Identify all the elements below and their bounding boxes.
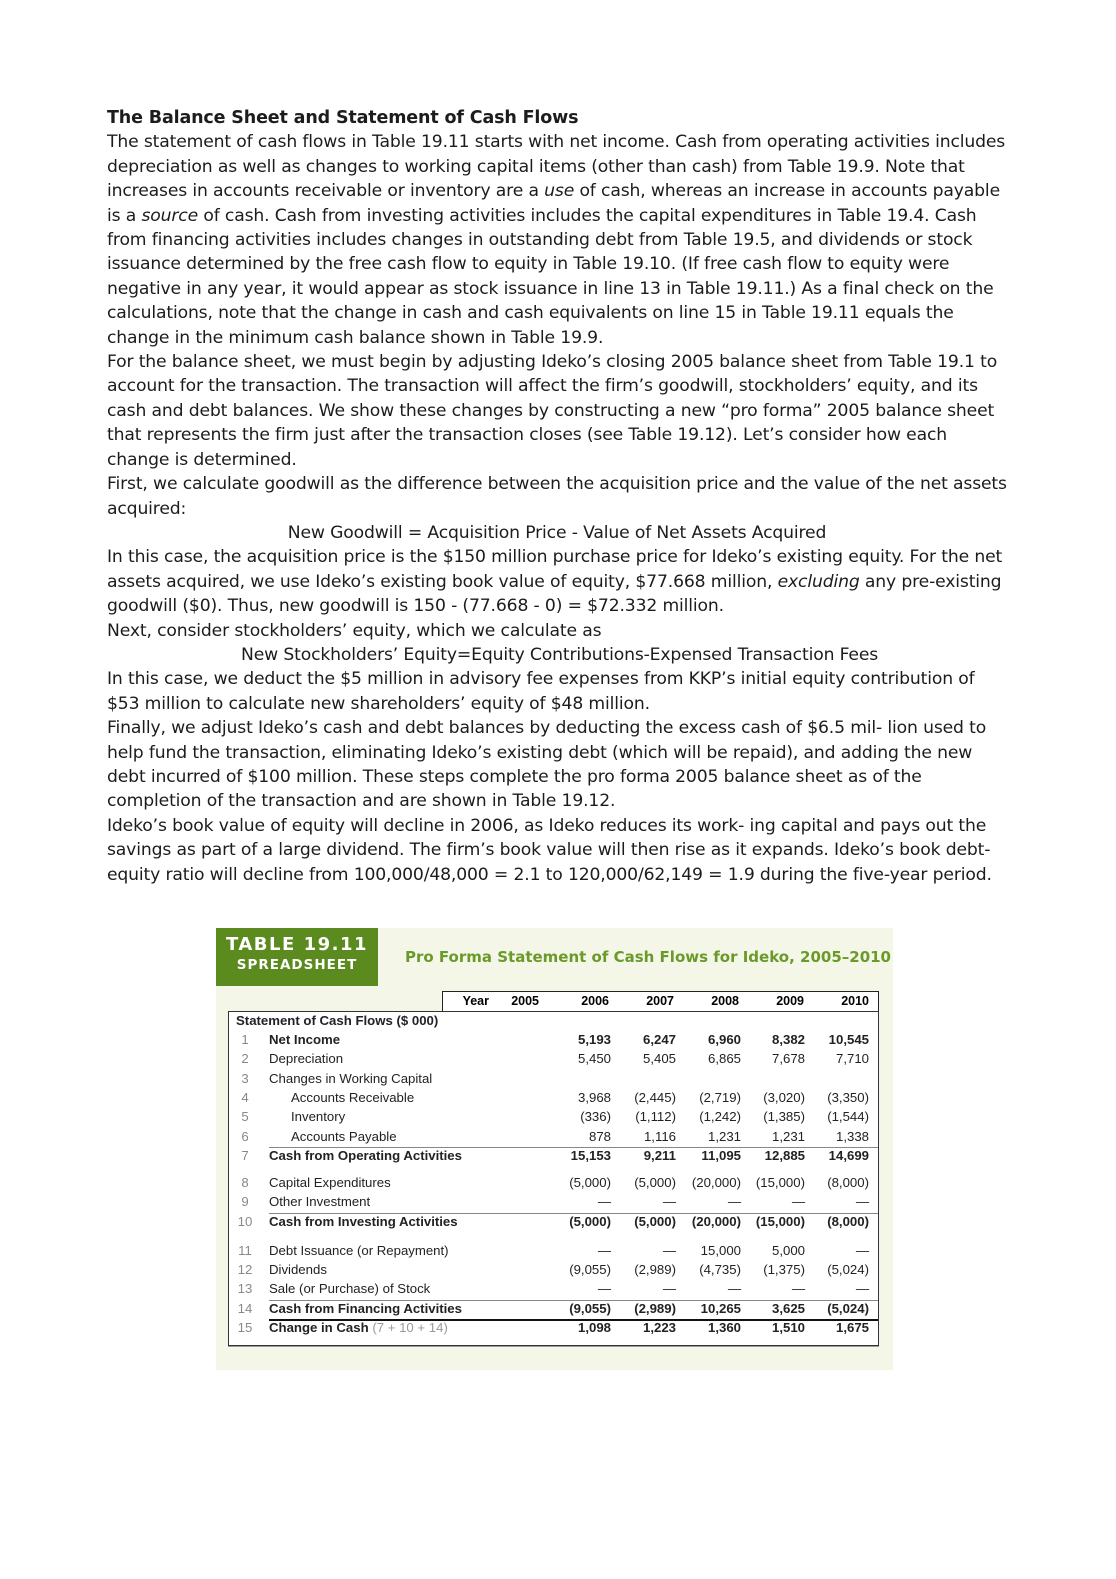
cell-value: (1,544) [827, 1109, 869, 1124]
table-row [229, 1301, 878, 1320]
year-col: 2005 [511, 994, 539, 1008]
cell-value: (3,020) [763, 1090, 805, 1105]
table-section-title: Statement of Cash Flows ($ 000) [236, 1013, 439, 1028]
line-number: 14 [237, 1301, 253, 1316]
table-19-11-panel [216, 928, 893, 1370]
cell-value: (15,000) [755, 1214, 805, 1229]
cell-value: (2,989) [634, 1301, 676, 1316]
cell-value: (1,242) [699, 1109, 741, 1124]
row-label: Net Income [269, 1032, 341, 1047]
row-label: Change in Cash (7 + 10 + 14) [269, 1320, 448, 1335]
cell-value: 15,000 [700, 1243, 741, 1258]
row-label: Capital Expenditures [269, 1175, 391, 1190]
subtotal-rule [269, 1300, 878, 1301]
table-row [229, 1090, 878, 1109]
row-label: Cash from Operating Activities [269, 1148, 462, 1163]
cell-value: (5,000) [634, 1175, 676, 1190]
cell-value: 12,885 [764, 1148, 805, 1163]
line-number: 13 [237, 1281, 253, 1296]
cell-value: 1,675 [835, 1320, 869, 1335]
year-col: 2010 [841, 994, 869, 1008]
year-col: 2009 [776, 994, 804, 1008]
paragraph-equity-intro: Next, consider stockholders’ equity, which we calculate as [107, 620, 602, 641]
line-number: 15 [237, 1320, 253, 1335]
row-label: Changes in Working Capital [269, 1071, 433, 1086]
year-header [442, 991, 879, 1011]
table-row [229, 1175, 878, 1194]
paragraph-cash-flows: The statement of cash flows in Table 19.11 starts with net income. Cash from operating activities includes depreciation as well as changes to working capital items (other than cash) from Table 19.9. Note that increases in accounts receivable or inventory are a use of cash, whereas an increase in accounts payable is a source of cash. Cash from investing activities includes the capital expenditures in Table 19.4. Cash from financing activities includes changes in outstanding debt from Table 19.5, and dividends or stock issuance determined by the free cash flow to equity in Table 19.10. (If free cash flow to equity were negative in any year, it would appear as stock issuance in line 13 in Table 19.11.) As a final check on the calculations, note that the change in cash and cash equivalents on line 15 in Table 19.11 equals the change in the minimum cash balance shown in Table 19.9. [107, 132, 1006, 348]
cell-value: (2,719) [699, 1090, 741, 1105]
row-label: Accounts Receivable [291, 1090, 415, 1105]
table-row [229, 1148, 878, 1167]
paragraph-goodwill-calc: In this case, the acquisition price is the $150 million purchase price for Ideko’s existing equity. For the net assets acquired, we use Ideko’s existing book value of equity, $77.668 million, excluding any pre-existing goodwill ($0). Thus, new goodwill is 150 - (77.668 - 0) = $72.332 million. [107, 547, 1003, 617]
cell-value: — [791, 1281, 805, 1296]
cell-value: 6,865 [707, 1051, 741, 1066]
cell-value: — [727, 1281, 741, 1296]
year-col: 2008 [711, 994, 739, 1008]
cell-value: 9,211 [643, 1148, 676, 1163]
cell-value: (8,000) [827, 1175, 869, 1190]
cell-value: 15,153 [570, 1148, 611, 1163]
total-rule [269, 1319, 878, 1321]
table-row [229, 1243, 878, 1262]
cell-value: — [597, 1194, 611, 1209]
cell-value: 1,098 [577, 1320, 611, 1335]
row-label: Dividends [269, 1262, 327, 1277]
row-label: Depreciation [269, 1051, 344, 1066]
table-badge: TABLE 19.11 SPREADSHEET [216, 928, 378, 986]
section-heading: The Balance Sheet and Statement of Cash Flows [107, 108, 579, 128]
cell-value: 10,265 [700, 1301, 741, 1316]
row-label: Debt Issuance (or Repayment) [269, 1243, 449, 1258]
row-formula-note: (7 + 10 + 14) [372, 1320, 448, 1335]
cell-value: (2,445) [634, 1090, 676, 1105]
cell-value: — [662, 1194, 676, 1209]
cell-value: (336) [580, 1109, 611, 1124]
cell-value: 1,231 [707, 1129, 741, 1144]
line-number: 6 [241, 1129, 249, 1144]
cell-value: (1,385) [763, 1109, 805, 1124]
row-label: Cash from Financing Activities [269, 1301, 462, 1316]
cell-value: — [727, 1194, 741, 1209]
line-number: 4 [241, 1090, 249, 1105]
cell-value: (20,000) [691, 1214, 741, 1229]
table-row [229, 1320, 878, 1339]
cell-value: 1,338 [835, 1129, 869, 1144]
table-row [229, 1032, 878, 1051]
cell-value: 1,116 [643, 1129, 676, 1144]
table-row [229, 1071, 878, 1090]
table-row [229, 1281, 878, 1300]
table-row [229, 1262, 878, 1281]
cell-value: (5,000) [634, 1214, 676, 1229]
paragraph-cash-debt: Finally, we adjust Ideko’s cash and debt balances by deducting the excess cash of $6.5 mil- lion used to help fund the transaction, eliminating Ideko’s existing debt (which will be repaid), and adding the new debt incurred of $100 million. These steps complete the pro forma 2005 balance sheet as of the completion of the transaction and are shown in Table 19.12. [107, 718, 987, 812]
cell-value: 5,000 [771, 1243, 805, 1258]
table-row [229, 1109, 878, 1128]
cell-value: (5,000) [569, 1214, 611, 1229]
equity-formula: New Stockholders’ Equity=Equity Contributions-Expensed Transaction Fees [241, 644, 879, 665]
cell-value: — [662, 1243, 676, 1258]
paragraph-book-value: Ideko’s book value of equity will decline in 2006, as Ideko reduces its work- ing capital and pays out the savings as part of a large dividend. The firm’s book value will then rise as it expands. Ideko’s book debt-equity ratio will decline from 100,000/48,000 = 2.1 to 120,000/62,149 = 1.9 during the five-year period. [107, 815, 992, 885]
document-body [107, 106, 1007, 887]
line-number: 10 [237, 1214, 253, 1229]
year-label: Year [462, 994, 489, 1008]
cell-value: 3,968 [577, 1090, 611, 1105]
line-number: 3 [241, 1071, 249, 1086]
cell-value: 1,360 [707, 1320, 741, 1335]
cell-value: (5,024) [827, 1301, 869, 1316]
row-label: Accounts Payable [291, 1129, 397, 1144]
cell-value: — [662, 1281, 676, 1296]
cell-value: — [855, 1243, 869, 1258]
cell-value: (5,024) [827, 1262, 869, 1277]
table-title: Pro Forma Statement of Cash Flows for Ideko, 2005–2010 [405, 948, 891, 966]
cell-value: — [597, 1281, 611, 1296]
table-row [229, 1194, 878, 1213]
line-number: 2 [241, 1051, 249, 1066]
paragraph-equity-calc: In this case, we deduct the $5 million in advisory fee expenses from KKP’s initial equity contribution of $53 million to calculate new shareholders’ equity of $48 million. [107, 669, 975, 714]
cell-value: 5,405 [642, 1051, 676, 1066]
cell-value: 6,960 [707, 1032, 741, 1047]
year-col: 2007 [646, 994, 674, 1008]
cell-value: (5,000) [569, 1175, 611, 1190]
line-number: 7 [241, 1148, 249, 1163]
cell-value: 878 [588, 1129, 611, 1144]
cell-value: 1,231 [771, 1129, 805, 1144]
row-label: Cash from Investing Activities [269, 1214, 458, 1229]
cell-value: (1,112) [635, 1109, 676, 1124]
cell-value: 3,625 [771, 1301, 805, 1316]
cell-value: 8,382 [771, 1032, 805, 1047]
cash-flow-table [228, 1011, 879, 1346]
year-col: 2006 [581, 994, 609, 1008]
cell-value: — [855, 1194, 869, 1209]
cell-value: — [597, 1243, 611, 1258]
cell-value: 1,510 [771, 1320, 805, 1335]
cell-value: 7,710 [835, 1051, 869, 1066]
row-label: Other Investment [269, 1194, 371, 1209]
cell-value: (1,375) [763, 1262, 805, 1277]
table-row [229, 1129, 878, 1148]
cell-value: 11,095 [701, 1148, 741, 1163]
subtotal-rule [269, 1213, 878, 1214]
cell-value: 5,193 [577, 1032, 611, 1047]
line-number: 9 [241, 1194, 249, 1209]
cell-value: (9,055) [569, 1262, 611, 1277]
paragraph-goodwill-intro: First, we calculate goodwill as the difference between the acquisition price and the value of the net assets acquired: [107, 474, 1007, 519]
line-number: 11 [238, 1243, 252, 1258]
cell-value: 5,450 [577, 1051, 611, 1066]
subtotal-rule [269, 1147, 878, 1148]
cell-value: (15,000) [755, 1175, 805, 1190]
line-number: 12 [237, 1262, 253, 1277]
row-label: Sale (or Purchase) of Stock [269, 1281, 431, 1296]
line-number: 1 [241, 1032, 249, 1047]
cell-value: (3,350) [827, 1090, 869, 1105]
cell-value: (4,735) [699, 1262, 741, 1277]
cell-value: 6,247 [642, 1032, 676, 1047]
cell-value: — [791, 1194, 805, 1209]
line-number: 5 [241, 1109, 249, 1124]
paragraph-balance-sheet: For the balance sheet, we must begin by adjusting Ideko’s closing 2005 balance sheet from Table 19.1 to account for the transaction. The transaction will affect the firm’s goodwill, stockholders’ equity, and its cash and debt balances. We show these changes by constructing a new “pro forma” 2005 balance sheet that represents the firm just after the transaction closes (see Table 19.12). Let’s consider how each change is determined. [107, 352, 998, 470]
cell-value: 10,545 [828, 1032, 869, 1047]
cell-value: 1,223 [642, 1320, 676, 1335]
cell-value: 14,699 [828, 1148, 869, 1163]
cell-value: (8,000) [827, 1214, 869, 1229]
table-row [229, 1051, 878, 1070]
cell-value: (9,055) [569, 1301, 611, 1316]
cell-value: (2,989) [634, 1262, 676, 1277]
cell-value: — [855, 1281, 869, 1296]
cell-value: 7,678 [771, 1051, 805, 1066]
line-number: 8 [241, 1175, 249, 1190]
table-row [229, 1214, 878, 1233]
cell-value: (20,000) [691, 1175, 741, 1190]
row-label: Inventory [291, 1109, 346, 1124]
goodwill-formula: New Goodwill = Acquisition Price - Value of Net Assets Acquired [287, 522, 827, 543]
